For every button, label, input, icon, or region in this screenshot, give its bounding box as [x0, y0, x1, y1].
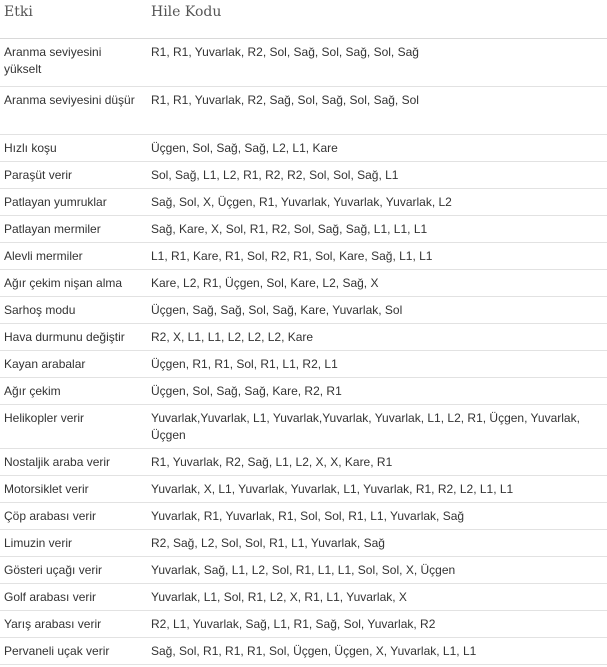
table-row — [0, 324, 607, 351]
table-row — [0, 243, 607, 270]
table-body — [0, 39, 607, 665]
effect-cell: Kayan arabalar — [0, 351, 144, 378]
effect-cell: Paraşüt verir — [0, 162, 144, 189]
table-row — [0, 449, 607, 476]
cheat-code-cell: R2, X, L1, L1, L2, L2, L2, Kare — [144, 324, 607, 351]
table-row — [0, 405, 607, 449]
cheat-code-cell: Sağ, Sol, R1, R1, R1, Sol, Üçgen, Üçgen, X, Yuvarlak, L1, L1 — [144, 638, 607, 665]
effect-cell: Nostaljik araba verir — [0, 449, 144, 476]
cheat-code-cell: R1, R1, Yuvarlak, R2, Sağ, Sol, Sağ, Sol, Sağ, Sol — [144, 87, 607, 135]
cheat-code-cell: Yuvarlak, R1, Yuvarlak, R1, Sol, Sol, R1, L1, Yuvarlak, Sağ — [144, 503, 607, 530]
table-row — [0, 351, 607, 378]
header-effect: Etki — [0, 0, 144, 39]
effect-cell: Alevli mermiler — [0, 243, 144, 270]
cheat-code-cell: Üçgen, Sol, Sağ, Sağ, L2, L1, Kare — [144, 135, 607, 162]
cheat-code-cell: R1, Yuvarlak, R2, Sağ, L1, L2, X, X, Kare, R1 — [144, 449, 607, 476]
table-row — [0, 189, 607, 216]
effect-cell: Ağır çekim nişan alma — [0, 270, 144, 297]
table-header — [0, 0, 607, 39]
cheat-code-cell: R2, Sağ, L2, Sol, Sol, R1, L1, Yuvarlak, Sağ — [144, 530, 607, 557]
table-row — [0, 611, 607, 638]
table-row — [0, 39, 607, 87]
effect-cell: Hızlı koşu — [0, 135, 144, 162]
table-row — [0, 584, 607, 611]
cheat-code-cell: L1, R1, Kare, R1, Sol, R2, R1, Sol, Kare, Sağ, L1, L1 — [144, 243, 607, 270]
cheat-code-cell: Sağ, Sol, X, Üçgen, R1, Yuvarlak, Yuvarlak, Yuvarlak, L2 — [144, 189, 607, 216]
cheat-code-cell: Yuvarlak, Sağ, L1, L2, Sol, R1, L1, L1, Sol, Sol, X, Üçgen — [144, 557, 607, 584]
table-row — [0, 378, 607, 405]
table-row — [0, 162, 607, 189]
table-row — [0, 135, 607, 162]
effect-cell: Hava durmunu değiştir — [0, 324, 144, 351]
effect-cell: Aranma seviyesini düşür — [0, 87, 144, 135]
table-row — [0, 503, 607, 530]
effect-cell: Golf arabası verir — [0, 584, 144, 611]
effect-cell: Yarış arabası verir — [0, 611, 144, 638]
table-row — [0, 87, 607, 135]
effect-cell: Pervaneli uçak verir — [0, 638, 144, 665]
table-row — [0, 270, 607, 297]
table-row — [0, 297, 607, 324]
cheat-code-cell: Sol, Sağ, L1, L2, R1, R2, R2, Sol, Sol, Sağ, L1 — [144, 162, 607, 189]
effect-cell: Limuzin verir — [0, 530, 144, 557]
cheat-code-cell: Yuvarlak, X, L1, Yuvarlak, Yuvarlak, L1, Yuvarlak, R1, R2, L2, L1, L1 — [144, 476, 607, 503]
table-row — [0, 557, 607, 584]
cheat-code-cell: Üçgen, Sol, Sağ, Sağ, Kare, R2, R1 — [144, 378, 607, 405]
table-row — [0, 530, 607, 557]
effect-cell: Patlayan yumruklar — [0, 189, 144, 216]
cheat-code-cell: R1, R1, Yuvarlak, R2, Sol, Sağ, Sol, Sağ, Sol, Sağ — [144, 39, 607, 87]
header-cheat-code: Hile Kodu — [144, 0, 607, 39]
cheat-code-cell: Sağ, Kare, X, Sol, R1, R2, Sol, Sağ, Sağ, L1, L1, L1 — [144, 216, 607, 243]
cheat-code-cell: Yuvarlak,Yuvarlak, L1, Yuvarlak,Yuvarlak, Yuvarlak, L1, L2, R1, Üçgen, Yuvarlak, Üçgen — [144, 405, 607, 449]
cheat-code-cell: Üçgen, R1, R1, Sol, R1, L1, R2, L1 — [144, 351, 607, 378]
table-row — [0, 476, 607, 503]
table-row — [0, 216, 607, 243]
table-row — [0, 638, 607, 665]
cheat-code-cell: Yuvarlak, L1, Sol, R1, L2, X, R1, L1, Yuvarlak, X — [144, 584, 607, 611]
cheat-code-cell: Kare, L2, R1, Üçgen, Sol, Kare, L2, Sağ, X — [144, 270, 607, 297]
effect-cell: Helikopler verir — [0, 405, 144, 449]
effect-cell: Ağır çekim — [0, 378, 144, 405]
header-row — [0, 0, 607, 39]
effect-cell: Gösteri uçağı verir — [0, 557, 144, 584]
effect-cell: Çöp arabası verir — [0, 503, 144, 530]
effect-cell: Patlayan mermiler — [0, 216, 144, 243]
cheat-code-cell: Üçgen, Sağ, Sağ, Sol, Sağ, Kare, Yuvarlak, Sol — [144, 297, 607, 324]
effect-cell: Motorsiklet verir — [0, 476, 144, 503]
effect-cell: Sarhoş modu — [0, 297, 144, 324]
effect-cell: Aranma seviyesini yükselt — [0, 39, 144, 87]
cheat-code-cell: R2, L1, Yuvarlak, Sağ, L1, R1, Sağ, Sol, Yuvarlak, R2 — [144, 611, 607, 638]
